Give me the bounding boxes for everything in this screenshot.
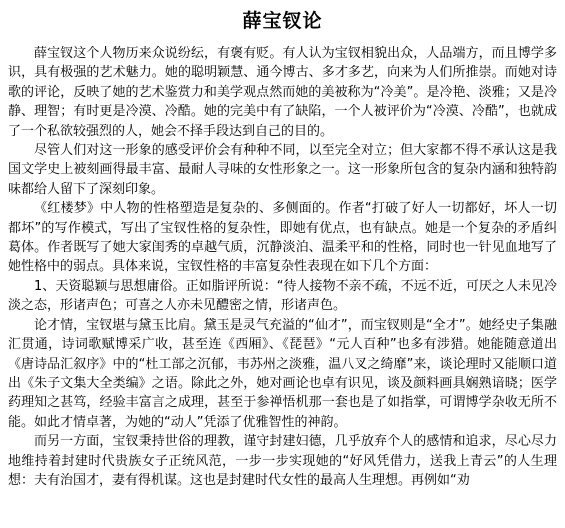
paragraph-3: 《红楼梦》中人物的性格塑造是复杂的、多侧面的。作者“打破了好人一切都好，坏人一切都坏”的写作模式，写出了宝钗性格的复杂性，即她有优点，也有缺点。她是一个复杂的矛盾纠葛体。作者既写了她大家闺秀的卓越气质，沉静淡泊、温柔平和的性格，同时也一针见血地写了她性格中的弱点。具体来说，宝钗性格的丰富复杂性表现在如下几个方面：: [8, 201, 557, 275]
paragraph-6: 而另一方面，宝钗秉持世俗的理教，谨守封建妇德，几乎放弃个人的感情和追求，尽心尽力地维持着封建时代贵族女子正统风范，一步一步实现她的“好风凭借力，送我上青云”的人生理想：夫有治国才，妻有得机谋。这也是封建时代女性的最高人生理想。再例如“劝: [8, 434, 557, 488]
paragraph-4: 1、天资聪颖与思想庸俗。正如脂评所说：“待人接物不亲不疏，不远不近，可厌之人未见冷淡之态，形诸声色；可喜之人亦未见醴密之情，形诸声色。: [8, 278, 557, 314]
article-body: [0, 44, 565, 490]
paragraph-1: 薛宝钗这个人物历来众说纷纭，有褒有贬。有人认为宝钗相貌出众，人品端方，而且博学多识，具有极强的艺术魅力。她的聪明颖慧、通今博古、多才多艺，向来为人们所推崇。而她对诗歌的评论，反映了她的艺术鉴赏力和美学观点然而她的美被称为“冷美”。是冷艳、淡雅；又是冷静、理智；有时更是冷漠、冷酷。她的完美中有了缺陷，一个人被评价为“冷漠、冷酷”，也就成了一个私欲较强烈的人，她会不择手段达到自己的目的。: [8, 46, 557, 139]
paragraph-5: 论才情，宝钗堪与黛玉比肩。黛玉是灵气充溢的“仙才”，而宝钗则是“全才”。她经史子集融汇贯通，诗词歌赋博采广收，甚至连《西厢》、《琵琶》“元人百种”也多有涉猎。她能随意道出《唐诗品汇叙序》中的“杜工部之沉郁，韦苏州之淡雅，温八叉之绮靡”来，谈论理时又能顺口道出《朱子文集大全类编》之语。除此之外，她对画论也卓有识见，谈及颜料画具娴熟谙晓；医学药理知之甚笃，经验丰富言之成理，甚至于参禅悟机那一套也是了如指掌，可谓博学杂收无所不能。如此才情卓著，为她的“动人”凭添了优雅智性的神韵。: [8, 317, 557, 430]
page-title: 薛宝钗论: [242, 10, 323, 32]
paragraph-2: 尽管人们对这一形象的感受评价会有种种不同，以至完全对立；但大家都不得不承认这是我国文学史上被刻画得最丰富、最耐人寻味的女性形象之一。这一形象所包含的复杂内涵和独特韵味都给人留下了深刻印象。: [8, 143, 557, 197]
